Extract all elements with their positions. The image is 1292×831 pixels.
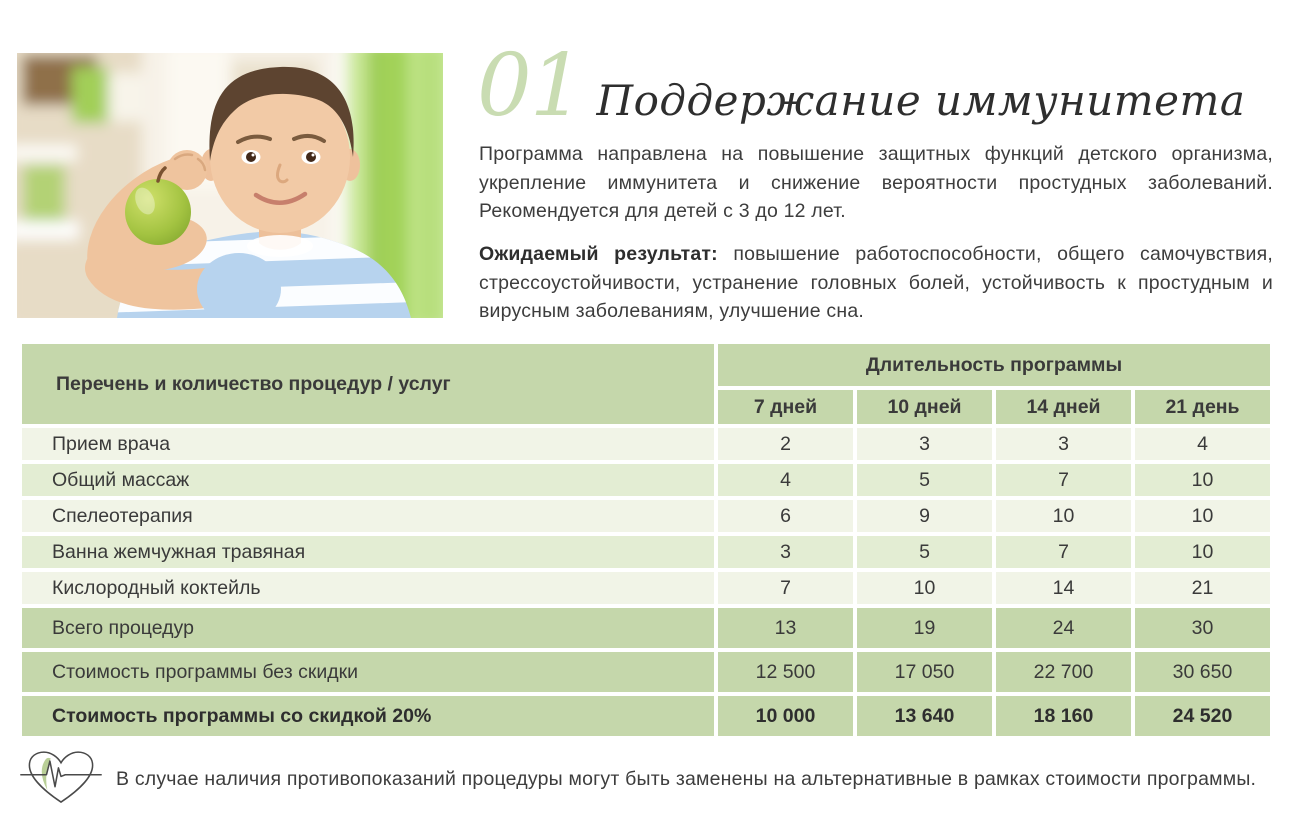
duration-header-21: 21 день <box>1135 390 1270 424</box>
heading-block <box>477 36 1246 136</box>
table-col-header: Перечень и количество процедур / услуг <box>22 344 714 424</box>
page-title: Поддержание иммунитета <box>596 76 1246 125</box>
duration-header-10: 10 дней <box>857 390 992 424</box>
table-row: Ванна жемчужная травяная 3 5 7 10 <box>22 536 1270 568</box>
heart-ekg-icon <box>20 746 102 812</box>
boy-with-apple-photo <box>17 53 443 318</box>
duration-header-14: 14 дней <box>996 390 1131 424</box>
boy-with-apple-illustration <box>17 53 443 318</box>
section-number: 01 <box>477 36 583 136</box>
program-price-table <box>18 340 1274 740</box>
table-row-total: Всего процедур 13 19 24 30 <box>22 608 1270 648</box>
footnote <box>20 746 1274 812</box>
table-row: Спелеотерапия 6 9 10 10 <box>22 500 1270 532</box>
expected-result-paragraph <box>479 240 1273 326</box>
expected-result-label: Ожидаемый результат: <box>479 243 718 265</box>
table-row: Прием врача 2 3 3 4 <box>22 428 1270 460</box>
table-row: Кислородный коктейль 7 10 14 21 <box>22 572 1270 604</box>
table-row-price: Стоимость программы без скидки 12 500 17 050 22 700 30 650 <box>22 652 1270 692</box>
table-group-header: Длительность программы <box>718 344 1270 386</box>
table-row-discount-price: Стоимость программы со скидкой 20% 10 000 13 640 18 160 24 520 <box>22 696 1270 736</box>
intro-paragraph: Программа направлена на повышение защитных функций детского организма, укрепление иммунитета и снижение вероятности простудных заболеваний. Рекомендуется для детей с 3 до 12 лет. <box>479 143 1273 222</box>
footnote-text: В случае наличия противопоказаний процедуры могут быть заменены на альтернативные в рамках стоимости программы. <box>116 767 1257 790</box>
duration-header-7: 7 дней <box>718 390 853 424</box>
table-row: Общий массаж 4 5 7 10 <box>22 464 1270 496</box>
expected-result-text: повышение работоспособности, общего самочувствия, стрессоустойчивости, устранение головных болей, устойчивость к простудным и вирусным заболеваниям, улучшение сна. <box>479 243 1273 322</box>
